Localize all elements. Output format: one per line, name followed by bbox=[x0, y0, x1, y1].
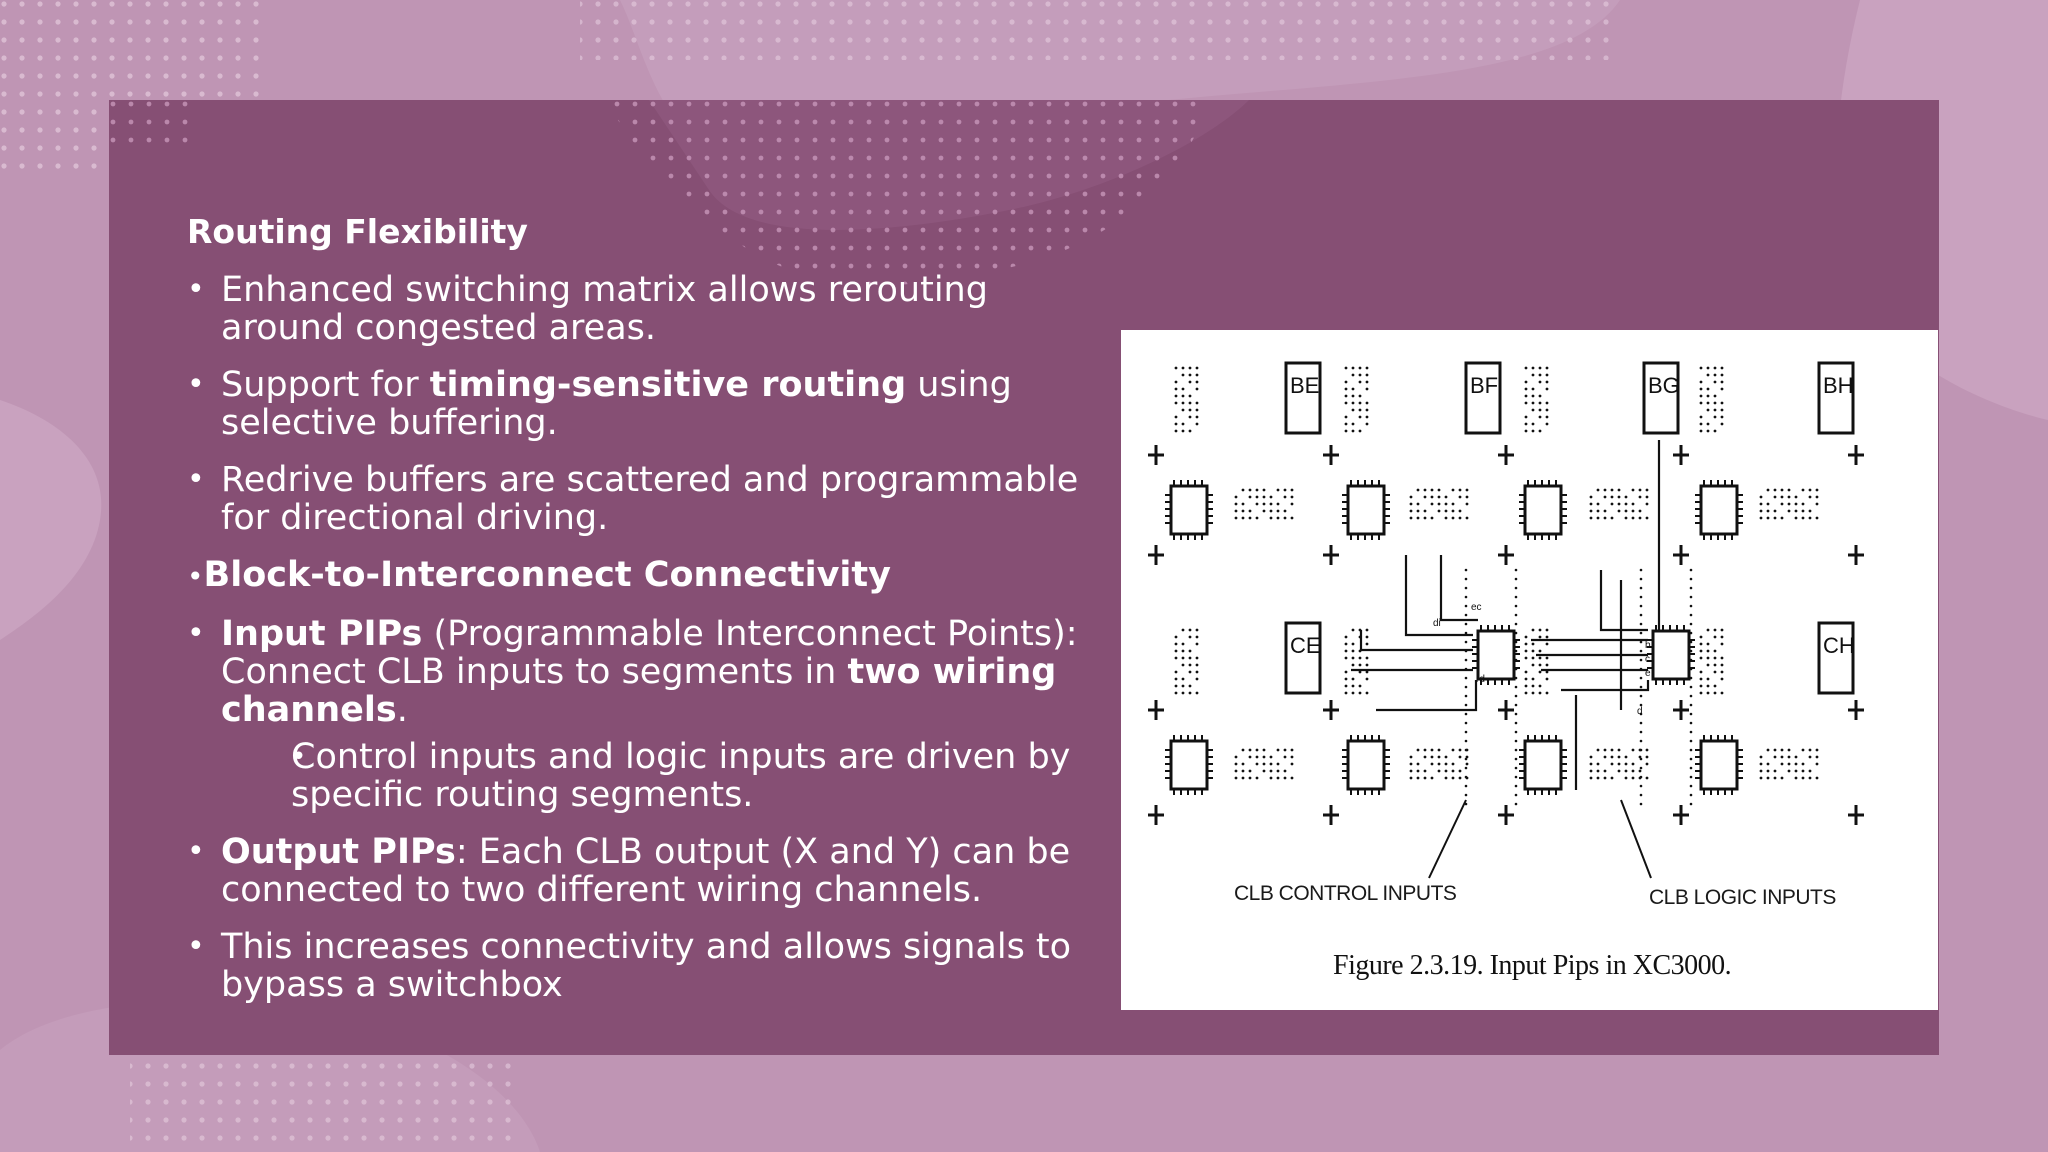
bullet-list-routing bbox=[187, 271, 1087, 537]
pin-label: c bbox=[1645, 654, 1650, 665]
clb-block bbox=[1171, 741, 1207, 789]
clb-block bbox=[1525, 741, 1561, 789]
bullet-text: Support for bbox=[221, 365, 430, 405]
clb-block bbox=[1701, 741, 1737, 789]
bullet-bold-text: two wiring channels bbox=[221, 652, 1057, 730]
bullet-list-connectivity bbox=[187, 615, 1087, 1004]
bullet-bold-text: Input PIPs bbox=[221, 614, 423, 654]
logic-leader-line bbox=[1621, 800, 1651, 878]
pin-label: e bbox=[1645, 668, 1651, 679]
pin-label: ec bbox=[1471, 602, 1482, 613]
section-heading: Routing Flexibility bbox=[187, 212, 528, 251]
iob-block-label: BE bbox=[1290, 373, 1320, 398]
figure-caption: Figure 2.3.19. Input Pips in XC3000. bbox=[1333, 950, 1732, 981]
bullet-text: : Each CLB output (X and Y) can be connected to two different wiring channels. bbox=[221, 832, 1071, 910]
bullet-item bbox=[187, 271, 1087, 347]
slide-text bbox=[187, 212, 1087, 1023]
iob-block-label: CH bbox=[1823, 633, 1855, 658]
iob-block-label: CE bbox=[1290, 633, 1321, 658]
bullet-item-output-pips bbox=[187, 833, 1087, 909]
pin-label: rd bbox=[1476, 674, 1485, 685]
iob-block-label: BH bbox=[1823, 373, 1854, 398]
clb-control-inputs-label: CLB CONTROL INPUTS bbox=[1234, 882, 1457, 905]
clb-block bbox=[1348, 741, 1384, 789]
bullet-bold-text: Output PIPs bbox=[221, 832, 456, 872]
bullet-text: . bbox=[396, 690, 408, 730]
routing-wire bbox=[1361, 630, 1473, 650]
figure-input-pips bbox=[1121, 330, 1938, 1010]
routing-wire bbox=[1561, 680, 1648, 690]
pin-label: di bbox=[1433, 618, 1441, 629]
bullet-item bbox=[187, 461, 1087, 537]
bullet-item bbox=[187, 366, 1087, 442]
clb-block bbox=[1701, 486, 1737, 534]
sub-bullet-item bbox=[221, 738, 1087, 814]
clb-block bbox=[1348, 486, 1384, 534]
bullet-bold-text: timing-sensitive routing bbox=[429, 365, 907, 405]
control-leader-line bbox=[1429, 800, 1466, 878]
subsection-heading bbox=[187, 556, 1087, 596]
clb-block bbox=[1653, 631, 1689, 679]
pin-label: b bbox=[1645, 640, 1651, 651]
bullet-text: This increases connectivity and allows signals to bypass a switchbox bbox=[221, 927, 1072, 1005]
routing-wire bbox=[1376, 680, 1476, 710]
sub-bullet-list bbox=[221, 738, 1087, 814]
bullet-text: Redrive buffers are scattered and programmable for directional driving. bbox=[221, 460, 1079, 538]
iob-block-label: BF bbox=[1470, 373, 1499, 398]
bullet-item-input-pips bbox=[187, 615, 1087, 814]
bullet-text: Control inputs and logic inputs are driven by specific routing segments. bbox=[291, 737, 1071, 815]
iob-block-label: BG bbox=[1648, 373, 1680, 398]
bullet-text: using selective buffering. bbox=[221, 365, 1012, 443]
clb-block bbox=[1525, 486, 1561, 534]
subheading-text: Block-to-Interconnect Connectivity bbox=[203, 555, 891, 595]
pin-label: d bbox=[1637, 706, 1643, 717]
subheading-bullet: • bbox=[187, 560, 204, 593]
clb-block bbox=[1171, 486, 1207, 534]
bullet-text: (Programmable Interconnect Points): Connect CLB inputs to segments in bbox=[221, 614, 1078, 692]
clb-logic-inputs-label: CLB LOGIC INPUTS bbox=[1649, 886, 1836, 909]
clb-block bbox=[1478, 631, 1514, 679]
bullet-item bbox=[187, 928, 1087, 1004]
bullet-text: Enhanced switching matrix allows rerouting around congested areas. bbox=[221, 270, 988, 348]
